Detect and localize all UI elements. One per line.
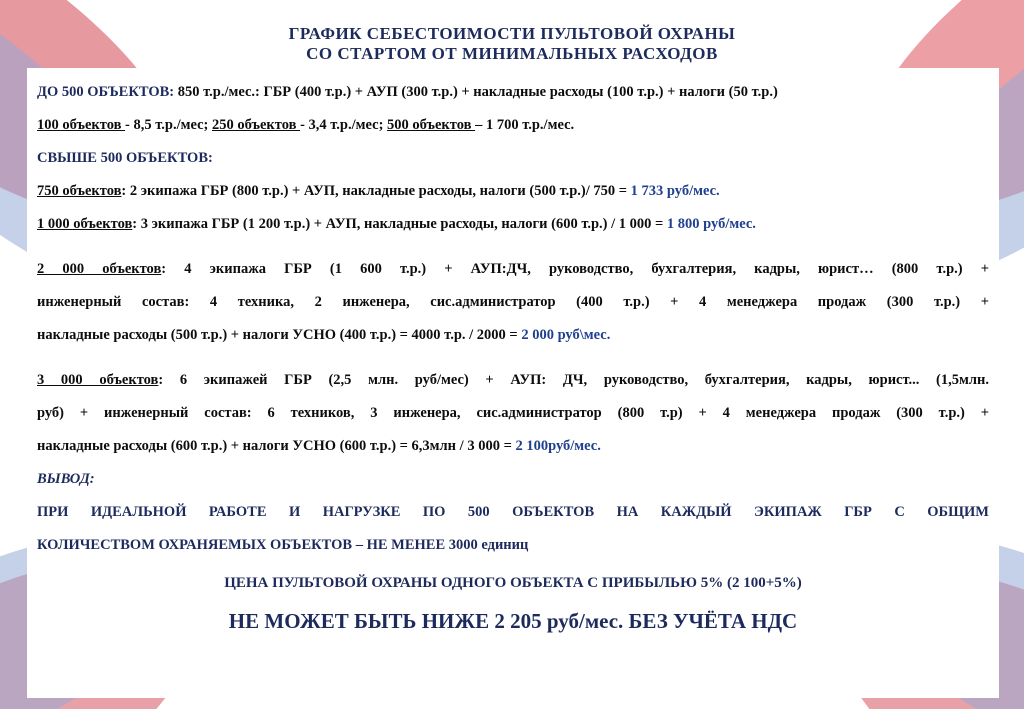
small-counts-row [37,109,989,142]
row-750-text: : 2 экипажа ГБР (800 т.р.) + АУП, накладные расходы, налоги (500 т.р.)/ 750 = [121,183,631,199]
count-100-text: - 8,5 т.р./мес; [125,117,213,133]
count-500-text: – 1 700 т.р./мес. [475,117,575,133]
row-750-label: 750 объектов [37,183,122,199]
block-3000-label: 3 000 объектов [37,372,159,388]
final-statement: НЕ МОЖЕТ БЫТЬ НИЖЕ 2 205 руб/мес. БЕЗ УЧЁТА НДС [228,609,798,633]
block-2000-text-3: накладные расходы (500 т.р.) + налоги УСНО (400 т.р.) = 4000 т.р. / 2000 = [37,327,522,343]
row-1000 [37,208,989,241]
block-3000-line-1 [37,364,989,397]
conclusion-line-2: КОЛИЧЕСТВОМ ОХРАНЯЕМЫХ ОБЪЕКТОВ – НЕ МЕНЕЕ 3000 единиц [37,537,529,553]
block-2000-label: 2 000 объектов [37,261,162,277]
row-1000-result: 1 800 руб/мес. [666,216,756,232]
spacer [37,352,989,364]
block-3000-text-3: накладные расходы (600 т.р.) + налоги УСНО (600 т.р.) = 6,3млн / 3 000 = [37,438,516,454]
block-2000-line-2: инженерный состав: 4 техника, 2 инженера, сис.администратор (400 т.р.) + 4 менеджера продаж (300 т.р.) + [37,294,989,310]
row-750-result: 1 733 руб/мес. [630,183,720,199]
block-3000-result: 2 100руб/мес. [515,438,601,454]
up-to-500-text: 850 т.р./мес.: ГБР (400 т.р.) + АУП (300 т.р.) + накладные расходы (100 т.р.) + налоги (50 т.р.) [174,84,778,100]
up-to-500-row [37,76,989,109]
block-3000-line-2: руб) + инженерный состав: 6 техников, 3 инженера, сис.администратор (800 т.р) + 4 менеджера продаж (300 т.р.) + [37,405,989,421]
price-statement: ЦЕНА ПУЛЬТОВОЙ ОХРАНЫ ОДНОГО ОБЪЕКТА С ПРИБЫЛЬЮ 5% (2 100+5%) [224,575,802,591]
up-to-500-label: ДО 500 ОБЪЕКТОВ: [37,84,175,100]
count-250-label: 250 объектов [212,117,301,133]
block-3000 [37,364,989,463]
block-2000-line-3 [37,319,989,352]
block-2000-text-1: : 4 экипажа ГБР (1 600 т.р.) + АУП:ДЧ, руководство, бухгалтерия, кадры, юрист… (800 т.р.) + [161,261,989,277]
row-1000-label: 1 000 объектов [37,216,133,232]
row-750 [37,175,989,208]
block-3000-text-1: : 6 экипажей ГБР (2,5 млн. руб/мес) + АУП: ДЧ, руководство, бухгалтерия, кадры, юрист... (1,5млн. [158,372,989,388]
title-line-1: ГРАФИК СЕБЕСТОИМОСТИ ПУЛЬТОВОЙ ОХРАНЫ [288,24,736,43]
content-panel [27,68,999,698]
block-2000-line-1 [37,253,989,286]
block-3000-line-3 [37,430,989,463]
count-100-label: 100 объектов [37,117,126,133]
title-line-2: СО СТАРТОМ ОТ МИНИМАЛЬНЫХ РАСХОДОВ [306,44,718,63]
block-2000-result: 2 000 руб\мес. [521,327,611,343]
conclusion-heading: ВЫВОД: [37,471,95,487]
over-500-heading: СВЫШЕ 500 ОБЪЕКТОВ: [37,150,213,166]
spacer [37,241,989,253]
row-1000-text: : 3 экипажа ГБР (1 200 т.р.) + АУП, накладные расходы, налоги (600 т.р.) / 1 000 = [132,216,667,232]
count-250-text: - 3,4 т.р./мес; [300,117,388,133]
count-500-label: 500 объектов [387,117,476,133]
slide-title [0,24,1024,64]
block-2000 [37,253,989,352]
conclusion-line-1: ПРИ ИДЕАЛЬНОЙ РАБОТЕ И НАГРУЗКЕ ПО 500 ОБЪЕКТОВ НА КАЖДЫЙ ЭКИПАЖ ГБР С ОБЩИМ [37,504,989,520]
